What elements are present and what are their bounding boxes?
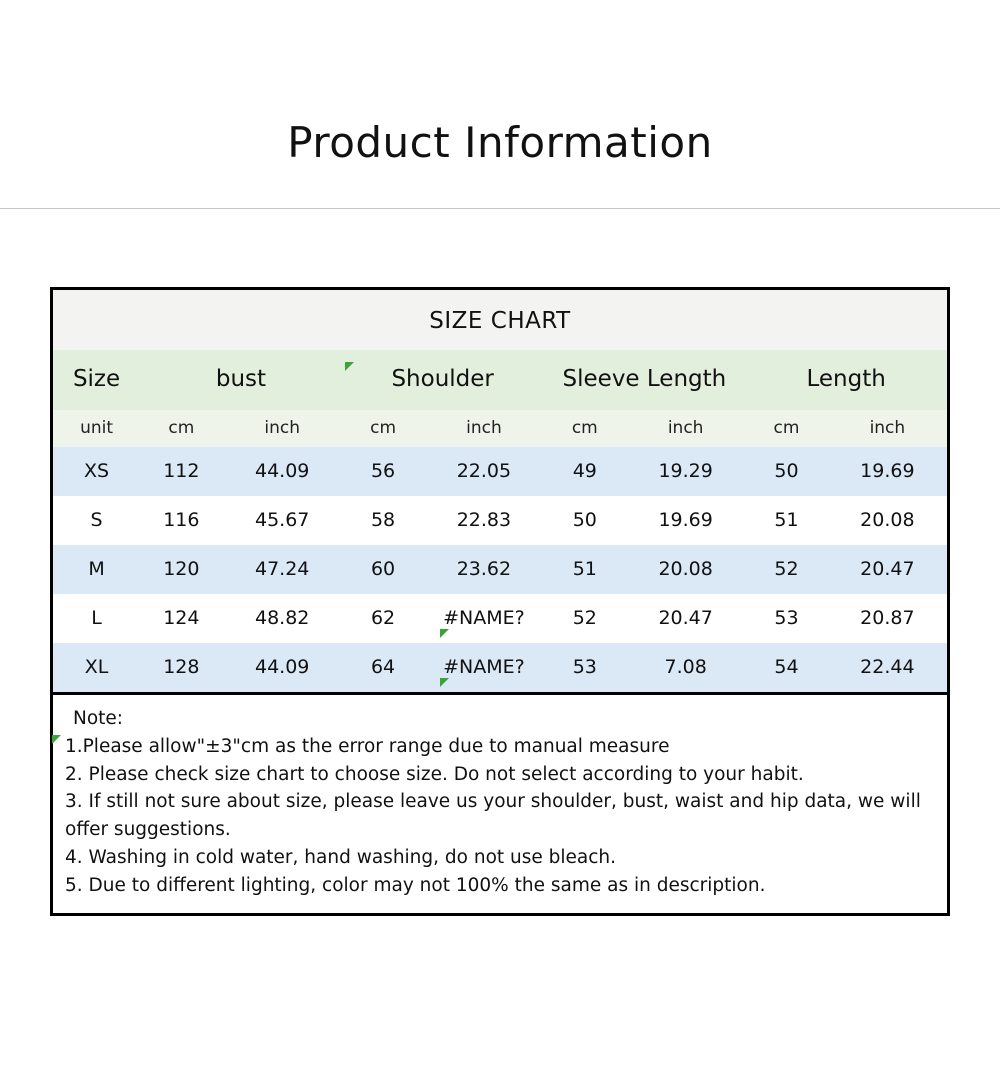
cell-shoulder-cm: 64 — [342, 643, 425, 692]
cell-sleeve-inch: 19.69 — [626, 496, 745, 545]
unit-sleeve-inch: inch — [626, 410, 745, 447]
cell-sleeve-inch: 20.08 — [626, 545, 745, 594]
cell-size: S — [53, 496, 140, 545]
cell-bust-inch: 47.24 — [223, 545, 342, 594]
cell-length-inch: 19.69 — [828, 447, 947, 496]
cell-bust-cm: 116 — [140, 496, 223, 545]
group-header-bust: bust — [140, 350, 342, 410]
cell-shoulder-inch: 23.62 — [424, 545, 543, 594]
cell-shoulder-inch: #NAME? — [424, 643, 543, 692]
green-corner-mark-icon — [345, 362, 354, 371]
cell-size: XS — [53, 447, 140, 496]
unit-length-cm: cm — [745, 410, 828, 447]
group-header-shoulder: Shoulder — [342, 350, 544, 410]
size-chart-group-header-row — [53, 350, 947, 410]
group-header-sleeve-length: Sleeve Length — [544, 350, 746, 410]
group-header-size: Size — [53, 350, 140, 410]
unit-shoulder-cm: cm — [342, 410, 425, 447]
cell-sleeve-inch: 19.29 — [626, 447, 745, 496]
cell-length-inch: 20.87 — [828, 594, 947, 643]
cell-shoulder-cm: 58 — [342, 496, 425, 545]
cell-bust-inch: 44.09 — [223, 643, 342, 692]
cell-length-cm: 52 — [745, 545, 828, 594]
table-row — [53, 496, 947, 545]
note-item-2: 2. Please check size chart to choose size. Do not select according to your habit. — [65, 763, 804, 785]
cell-bust-cm: 128 — [140, 643, 223, 692]
cell-length-inch: 20.47 — [828, 545, 947, 594]
cell-sleeve-cm: 53 — [544, 643, 627, 692]
size-chart-container — [50, 287, 950, 916]
page-title: Product Information — [287, 118, 713, 167]
unit-bust-cm: cm — [140, 410, 223, 447]
size-chart-notes — [53, 692, 947, 913]
group-header-length: Length — [745, 350, 947, 410]
cell-shoulder-inch: 22.83 — [424, 496, 543, 545]
cell-bust-cm: 112 — [140, 447, 223, 496]
green-corner-mark-icon — [440, 629, 449, 638]
table-row — [53, 447, 947, 496]
size-chart-caption-row — [53, 290, 947, 350]
unit-label: unit — [53, 410, 140, 447]
cell-length-cm: 53 — [745, 594, 828, 643]
cell-bust-cm: 124 — [140, 594, 223, 643]
cell-shoulder-cm: 62 — [342, 594, 425, 643]
cell-bust-inch: 45.67 — [223, 496, 342, 545]
note-item-4: 4. Washing in cold water, hand washing, do not use bleach. — [65, 846, 617, 868]
table-row — [53, 594, 947, 643]
cell-shoulder-cm: 56 — [342, 447, 425, 496]
unit-shoulder-inch: inch — [424, 410, 543, 447]
unit-sleeve-cm: cm — [544, 410, 627, 447]
cell-length-cm: 50 — [745, 447, 828, 496]
size-chart-table — [53, 290, 947, 692]
cell-shoulder-cm: 60 — [342, 545, 425, 594]
size-chart-unit-row — [53, 410, 947, 447]
cell-length-cm: 51 — [745, 496, 828, 545]
cell-length-inch: 22.44 — [828, 643, 947, 692]
cell-bust-inch: 44.09 — [223, 447, 342, 496]
cell-size: XL — [53, 643, 140, 692]
page-header — [0, 0, 1000, 209]
unit-bust-inch: inch — [223, 410, 342, 447]
cell-sleeve-cm: 51 — [544, 545, 627, 594]
note-heading: Note: — [73, 708, 124, 730]
unit-length-inch: inch — [828, 410, 947, 447]
cell-sleeve-cm: 50 — [544, 496, 627, 545]
table-row — [53, 643, 947, 692]
cell-bust-cm: 120 — [140, 545, 223, 594]
size-chart-caption: SIZE CHART — [53, 290, 947, 350]
cell-sleeve-cm: 52 — [544, 594, 627, 643]
table-row — [53, 545, 947, 594]
note-item-3: 3. If still not sure about size, please leave us your shoulder, bust, waist and hip data, we will offer suggestions. — [65, 791, 921, 841]
note-item-5: 5. Due to different lighting, color may not 100% the same as in description. — [65, 874, 766, 896]
cell-size: L — [53, 594, 140, 643]
cell-sleeve-inch: 7.08 — [626, 643, 745, 692]
header-divider — [0, 208, 1000, 209]
cell-shoulder-inch: #NAME? — [424, 594, 543, 643]
cell-length-inch: 20.08 — [828, 496, 947, 545]
cell-bust-inch: 48.82 — [223, 594, 342, 643]
cell-sleeve-inch: 20.47 — [626, 594, 745, 643]
cell-sleeve-cm: 49 — [544, 447, 627, 496]
cell-shoulder-inch: 22.05 — [424, 447, 543, 496]
green-corner-mark-icon — [440, 678, 449, 687]
note-item-1: 1.Please allow"±3"cm as the error range due to manual measure — [65, 735, 670, 757]
green-corner-mark-icon — [52, 735, 61, 744]
cell-size: M — [53, 545, 140, 594]
cell-length-cm: 54 — [745, 643, 828, 692]
